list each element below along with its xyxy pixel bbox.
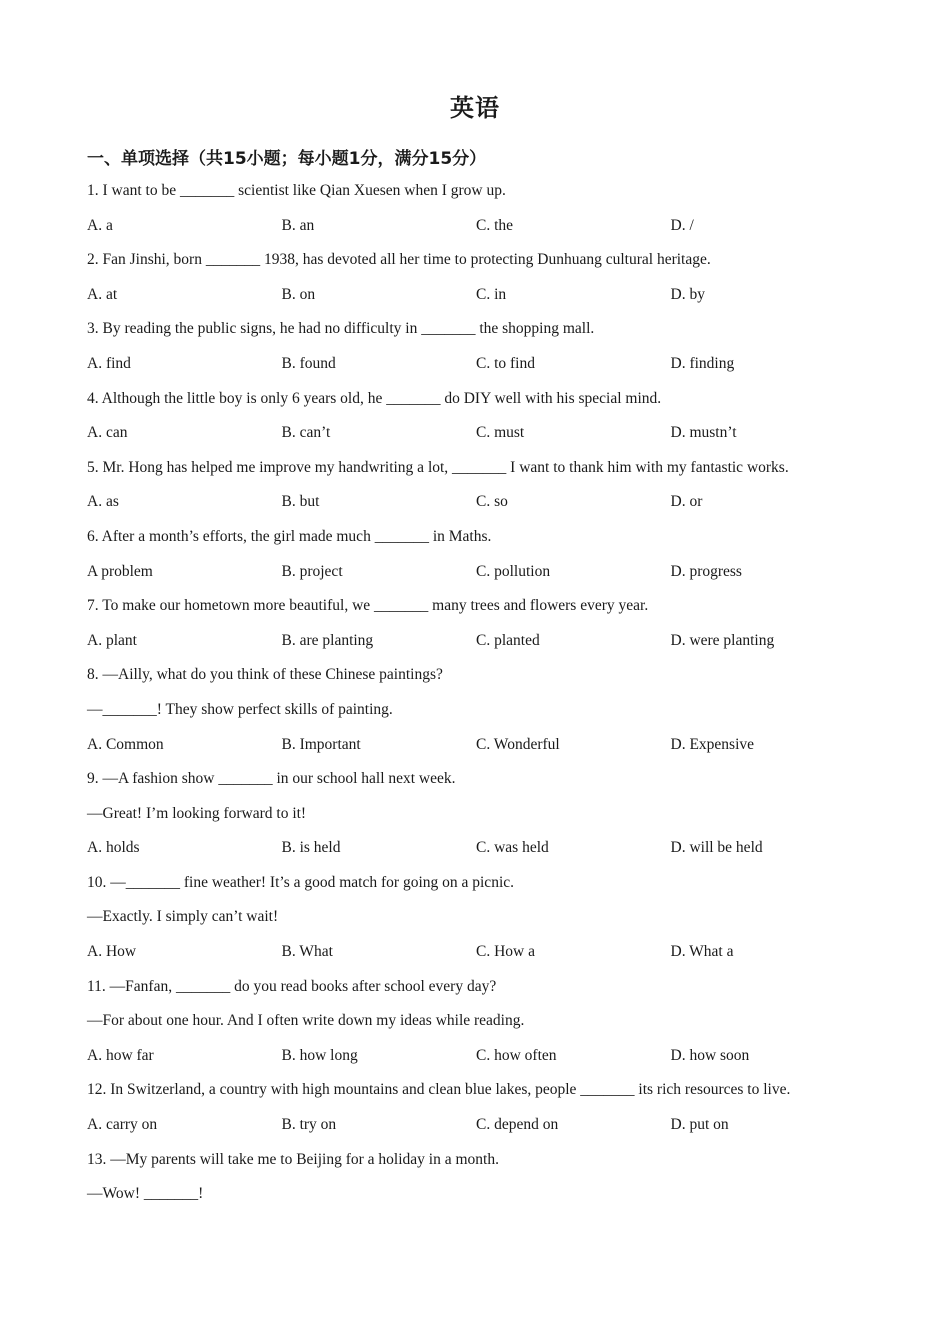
answer-options: [87, 831, 867, 866]
question-stem: 12. In Switzerland, a country with high mountains and clean blue lakes, people _______ its rich resources to live.: [87, 1081, 791, 1099]
answer-option: A. holds: [87, 839, 140, 857]
answer-option: D. or: [670, 493, 703, 511]
answer-option: C. Wonderful: [476, 735, 560, 753]
answer-options: [87, 485, 867, 520]
answer-option: A. as: [87, 493, 119, 511]
question-stem: 2. Fan Jinshi, born _______ 1938, has devoted all her time to protecting Dunhuang cultural heritage.: [87, 251, 711, 269]
question-stem: 6. After a month’s efforts, the girl made much _______ in Maths.: [87, 527, 492, 545]
answer-options: [87, 416, 867, 451]
answer-option: B. an: [281, 216, 315, 234]
question-stem: 8. —Ailly, what do you think of these Chinese paintings?: [87, 666, 443, 684]
answer-option: B. on: [281, 285, 316, 303]
answer-option: B. but: [281, 493, 320, 511]
answer-option: C. must: [476, 424, 525, 442]
answer-option: A. find: [87, 354, 131, 372]
question-item: [87, 762, 867, 866]
question-stem: 1. I want to be _______ scientist like Qian Xuesen when I grow up.: [87, 182, 506, 199]
answer-option: B. try on: [281, 1116, 337, 1134]
answer-option: D. put on: [670, 1116, 729, 1134]
question-dialogue-line: —For about one hour. And I often write down my ideas while reading.: [87, 1012, 525, 1030]
answer-option: A. can: [87, 424, 128, 442]
answer-option: D. will be held: [670, 839, 763, 857]
question-stem: 13. —My parents will take me to Beijing for a holiday in a month.: [87, 1150, 499, 1168]
answer-options: [87, 555, 867, 590]
answer-options: [87, 624, 867, 659]
answer-option: C. pollution: [476, 562, 551, 580]
answer-options: [87, 209, 867, 244]
answer-option: B. What: [281, 943, 333, 961]
answer-option: D. progress: [670, 562, 742, 580]
question-stem: 7. To make our hometown more beautiful, we _______ many trees and flowers every year.: [87, 597, 649, 615]
answer-option: A. carry on: [87, 1116, 158, 1134]
question-dialogue-line: —Exactly. I simply can’t wait!: [87, 908, 279, 926]
question-item: [87, 1143, 867, 1212]
question-item: [87, 589, 867, 658]
answer-option: C. depend on: [476, 1116, 559, 1134]
answer-option: A. at: [87, 285, 118, 303]
answer-options: [87, 728, 867, 763]
answer-option: D. finding: [670, 354, 735, 372]
answer-option: B. Important: [281, 735, 361, 753]
question-dialogue-line: —Wow! _______!: [87, 1185, 204, 1203]
question-list: [87, 174, 867, 1212]
answer-option: C. was held: [476, 839, 549, 857]
answer-option: B. found: [281, 354, 336, 372]
answer-option: C. so: [476, 493, 508, 511]
answer-options: [87, 1108, 867, 1143]
answer-option: C. planted: [476, 631, 540, 649]
answer-option: A. plant: [87, 631, 137, 649]
question-item: [87, 312, 867, 381]
question-item: [87, 866, 867, 970]
question-item: [87, 451, 867, 520]
answer-option: D. by: [670, 285, 705, 303]
question-item: [87, 970, 867, 1074]
answer-option: D. What a: [670, 943, 734, 961]
answer-option: A problem: [87, 562, 153, 580]
answer-options: [87, 935, 867, 970]
question-stem: 3. By reading the public signs, he had no difficulty in _______ the shopping mall.: [87, 320, 595, 338]
answer-option: C. How a: [476, 943, 535, 961]
question-item: [87, 243, 867, 312]
answer-option: B. how long: [281, 1046, 358, 1064]
question-item: [87, 174, 867, 243]
answer-options: [87, 1039, 867, 1074]
answer-option: C. to find: [476, 354, 535, 372]
question-stem: 9. —A fashion show _______ in our school hall next week.: [87, 770, 456, 788]
question-stem: 11. —Fanfan, _______ do you read books after school every day?: [87, 977, 497, 995]
question-stem: 4. Although the little boy is only 6 years old, he _______ do DIY well with his special mind.: [87, 389, 662, 407]
answer-option: D. Expensive: [670, 735, 755, 753]
question-stem: 5. Mr. Hong has helped me improve my handwriting a lot, _______ I want to thank him with my fantastic works.: [87, 458, 789, 476]
answer-option: D. /: [670, 216, 694, 234]
answer-option: C. how often: [476, 1046, 557, 1064]
answer-option: B. is held: [281, 839, 341, 857]
answer-option: C. in: [476, 285, 507, 303]
section-heading: 一、单项选择（共15小题；每小题1分，满分15分）: [87, 149, 487, 169]
page-title: 英语: [450, 94, 500, 122]
question-dialogue-line: —_______! They show perfect skills of painting.: [87, 700, 393, 718]
question-item: [87, 658, 867, 762]
answer-options: [87, 278, 867, 313]
answer-option: D. were planting: [670, 631, 775, 649]
question-dialogue-line: —Great! I’m looking forward to it!: [87, 804, 307, 822]
answer-option: B. are planting: [281, 631, 374, 649]
answer-option: B. can’t: [281, 424, 331, 442]
question-item: [87, 520, 867, 589]
question-item: [87, 1073, 867, 1142]
answer-option: B. project: [281, 562, 343, 580]
question-item: [87, 382, 867, 451]
answer-option: A. How: [87, 943, 137, 961]
answer-option: A. Common: [87, 735, 164, 753]
question-stem: 10. —_______ fine weather! It’s a good match for going on a picnic.: [87, 873, 514, 891]
answer-options: [87, 347, 867, 382]
answer-option: C. the: [476, 216, 514, 234]
answer-option: D. how soon: [670, 1046, 750, 1064]
answer-option: A. how far: [87, 1046, 154, 1064]
answer-option: A. a: [87, 216, 113, 234]
answer-option: D. mustn’t: [670, 424, 737, 442]
